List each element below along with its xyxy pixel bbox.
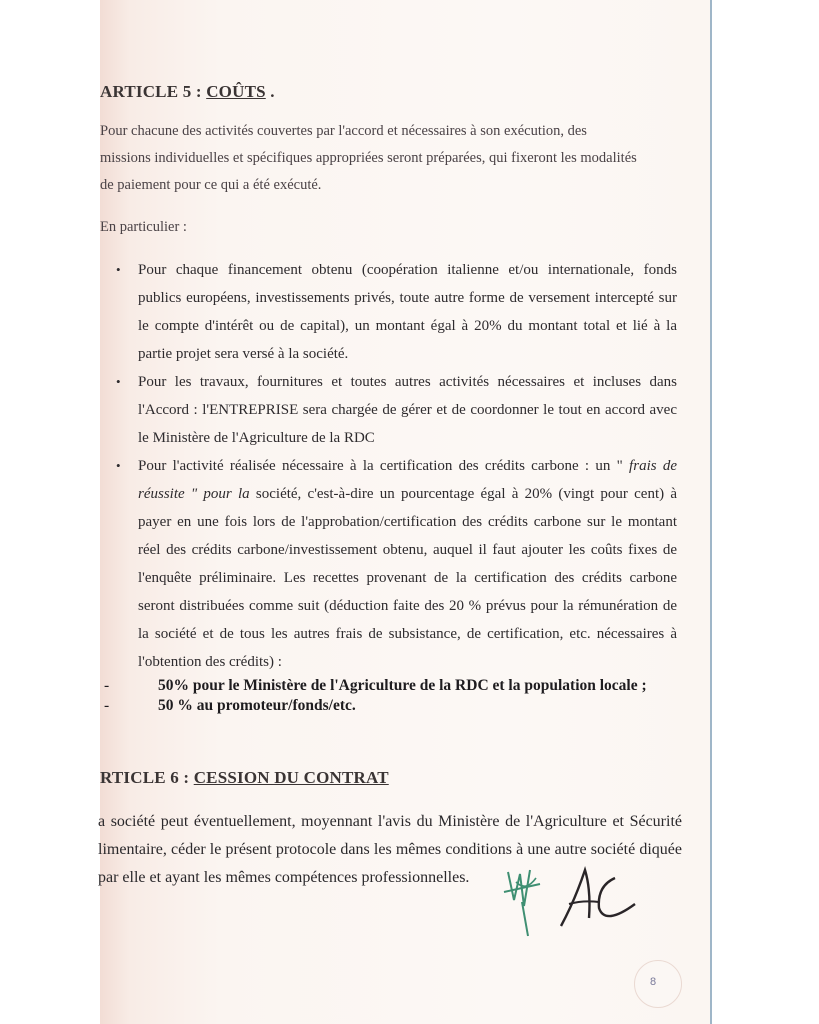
bullet3-part-b: société, c'est-à-dire un pourcentage égal à 20% (vingt pour cent) à payer en une fois lors de l'approbation/certification des crédits carbone sur le montant réel des crédits carbone/investissement obtenu, auquel il faut ajouter les coûts fixes de l'enquête préliminaire. Les recettes provenant de la certification des crédits carbone seront distribuées comme suit (déduction faite des 20 % prévus pour la rémunération de la société et de tous les autres frais de subsistance, de certification, etc. nécessaires à l'obtention des crédits) :: [138, 486, 678, 670]
article5-prefix: ARTICLE 5 :: [100, 82, 202, 101]
en-particulier-label: En particulier :: [100, 219, 187, 235]
intro-line: missions individuelles et spécifiques appropriées seront préparées, qui fixeront les modalités: [100, 150, 637, 166]
bullet-icon: •: [116, 458, 121, 473]
dash-marker: -: [104, 697, 110, 714]
bullet-item-certification: [116, 452, 678, 676]
article5-intro: [100, 118, 660, 199]
bullet-text: Pour les travaux, fournitures et toutes autres activités nécessaires et incluses dans l'Accord : l'ENTREPRISE sera chargée de gérer et de coordonner le tout en accord avec le Ministère de l'Agriculture de la RDC: [138, 374, 677, 446]
dark-signature-icon: [555, 860, 640, 934]
intro-line: de paiement pour ce qui a été exécuté.: [100, 177, 322, 193]
distribution-text: 50 % au promoteur/fonds/etc.: [158, 697, 356, 714]
intro-line: Pour chacune des activités couvertes par l'accord et nécessaires à son exécution, des: [100, 123, 587, 139]
article5-title: COÛTS: [206, 82, 266, 101]
article5-heading: [100, 82, 275, 102]
scan-left-margin: [0, 0, 100, 1024]
bullet-text: [130, 452, 677, 676]
bullet3-part-a: Pour l'activité réalisée nécessaire à la certification des crédits carbone : un ": [138, 458, 623, 474]
article6-body: a société peut éventuellement, moyennant l'avis du Ministère de l'Agriculture et Sécurité limentaire, céder le présent protocole dans les mêmes conditions à une autre société diquée par elle et ayant les mêmes compétences professionnelles.: [98, 813, 682, 886]
page-number: 8: [650, 976, 657, 988]
article6-prefix: RTICLE 6 :: [100, 768, 190, 787]
bullet-text: Pour chaque financement obtenu (coopération italienne et/ou internationale, fonds publics européens, investissements privés, toute autre forme de versement intercepté sur le compte d'intérêt ou de capital), un montant égal à 20% du montant total et lié à la partie projet sera versé à la société.: [138, 262, 677, 362]
article6-heading: [100, 768, 389, 788]
page-number-badge: [634, 960, 682, 1008]
bullet3-emphasis: frais de réussite " pour la: [138, 458, 678, 502]
page-content: [100, 0, 712, 1024]
bullet-icon: •: [116, 374, 121, 389]
bullet-item-travaux: [116, 368, 677, 452]
bullet-icon: •: [116, 262, 121, 277]
article5-suffix: .: [265, 82, 275, 101]
distribution-text: 50% pour le Ministère de l'Agriculture de la RDC et la population locale ;: [158, 677, 647, 694]
scan-right-margin: [712, 0, 819, 1024]
dash-marker: -: [104, 677, 110, 694]
bullet-item-financement: [116, 256, 677, 368]
article6-title: CESSION DU CONTRAT: [193, 768, 389, 787]
green-signature-icon: [500, 862, 550, 940]
